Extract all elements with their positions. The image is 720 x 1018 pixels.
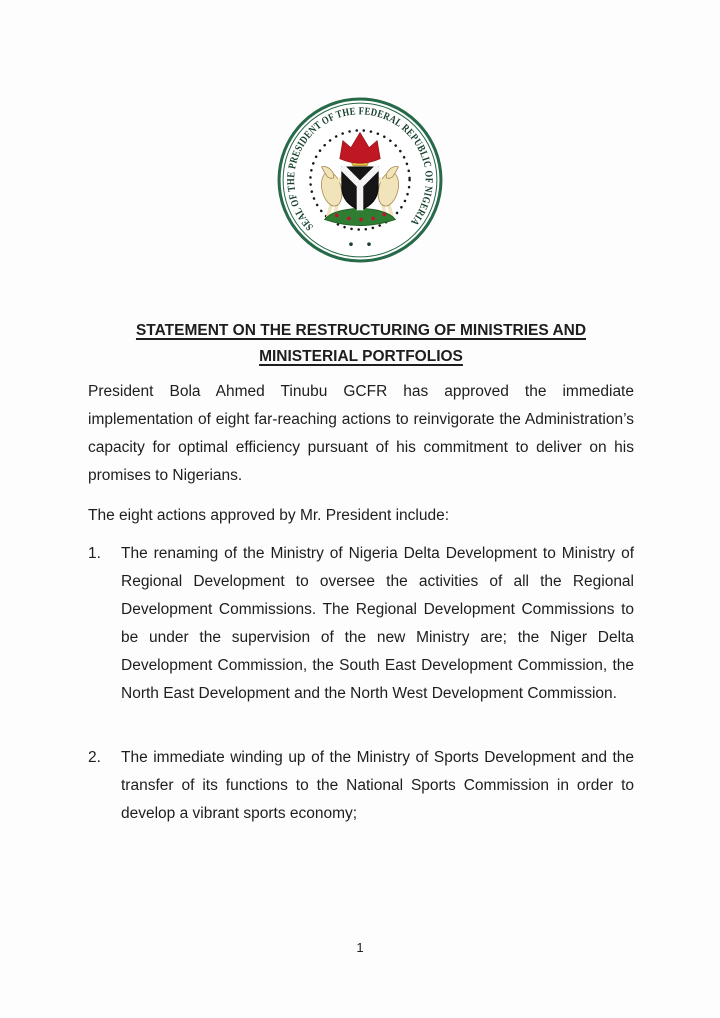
list-item <box>88 540 634 708</box>
page-title <box>88 318 634 370</box>
intro-paragraph: President Bola Ahmed Tinubu GCFR has approved the immediate implementation of eight far-reaching actions to reinvigorate the Administration’s capacity for optimal efficiency pursuant of his commitment to deliver on his promises to Nigerians. <box>88 383 634 484</box>
page-number: 1 <box>356 940 364 955</box>
list-item-number: 1. <box>88 545 101 562</box>
seal-separator-dot <box>349 242 353 246</box>
presidential-seal-icon <box>276 96 444 264</box>
document-body <box>0 318 720 828</box>
list-item <box>88 744 634 828</box>
actions-list <box>88 540 634 828</box>
seal-ring-text: SEAL OF THE PRESIDENT OF THE FEDERAL REPUBLIC OF NIGERIA <box>286 106 434 233</box>
seal-separator-dot <box>367 242 371 246</box>
page-title-line2: MINISTERIAL PORTFOLIOS <box>259 348 463 365</box>
list-item-number: 2. <box>88 749 101 766</box>
lead-in-line: The eight actions approved by Mr. President include: <box>88 507 450 524</box>
page-title-line1: STATEMENT ON THE RESTRUCTURING OF MINISTRIES AND <box>135 322 587 339</box>
list-item-text: The immediate winding up of the Ministry of Sports Development and the transfer of its functions to the National Sports Commission in order to develop a vibrant sports economy; <box>121 749 634 822</box>
list-item-text: The renaming of the Ministry of Nigeria Delta Development to Ministry of Regional Development to oversee the activities of all the Regional Development Commissions. The Regional Development Commissions to be under the supervision of the new Ministry are; the Niger Delta Development Commission, the South East Development Commission, the North East Development and the North West Development Commission. <box>121 545 634 702</box>
seal-container <box>0 0 720 264</box>
